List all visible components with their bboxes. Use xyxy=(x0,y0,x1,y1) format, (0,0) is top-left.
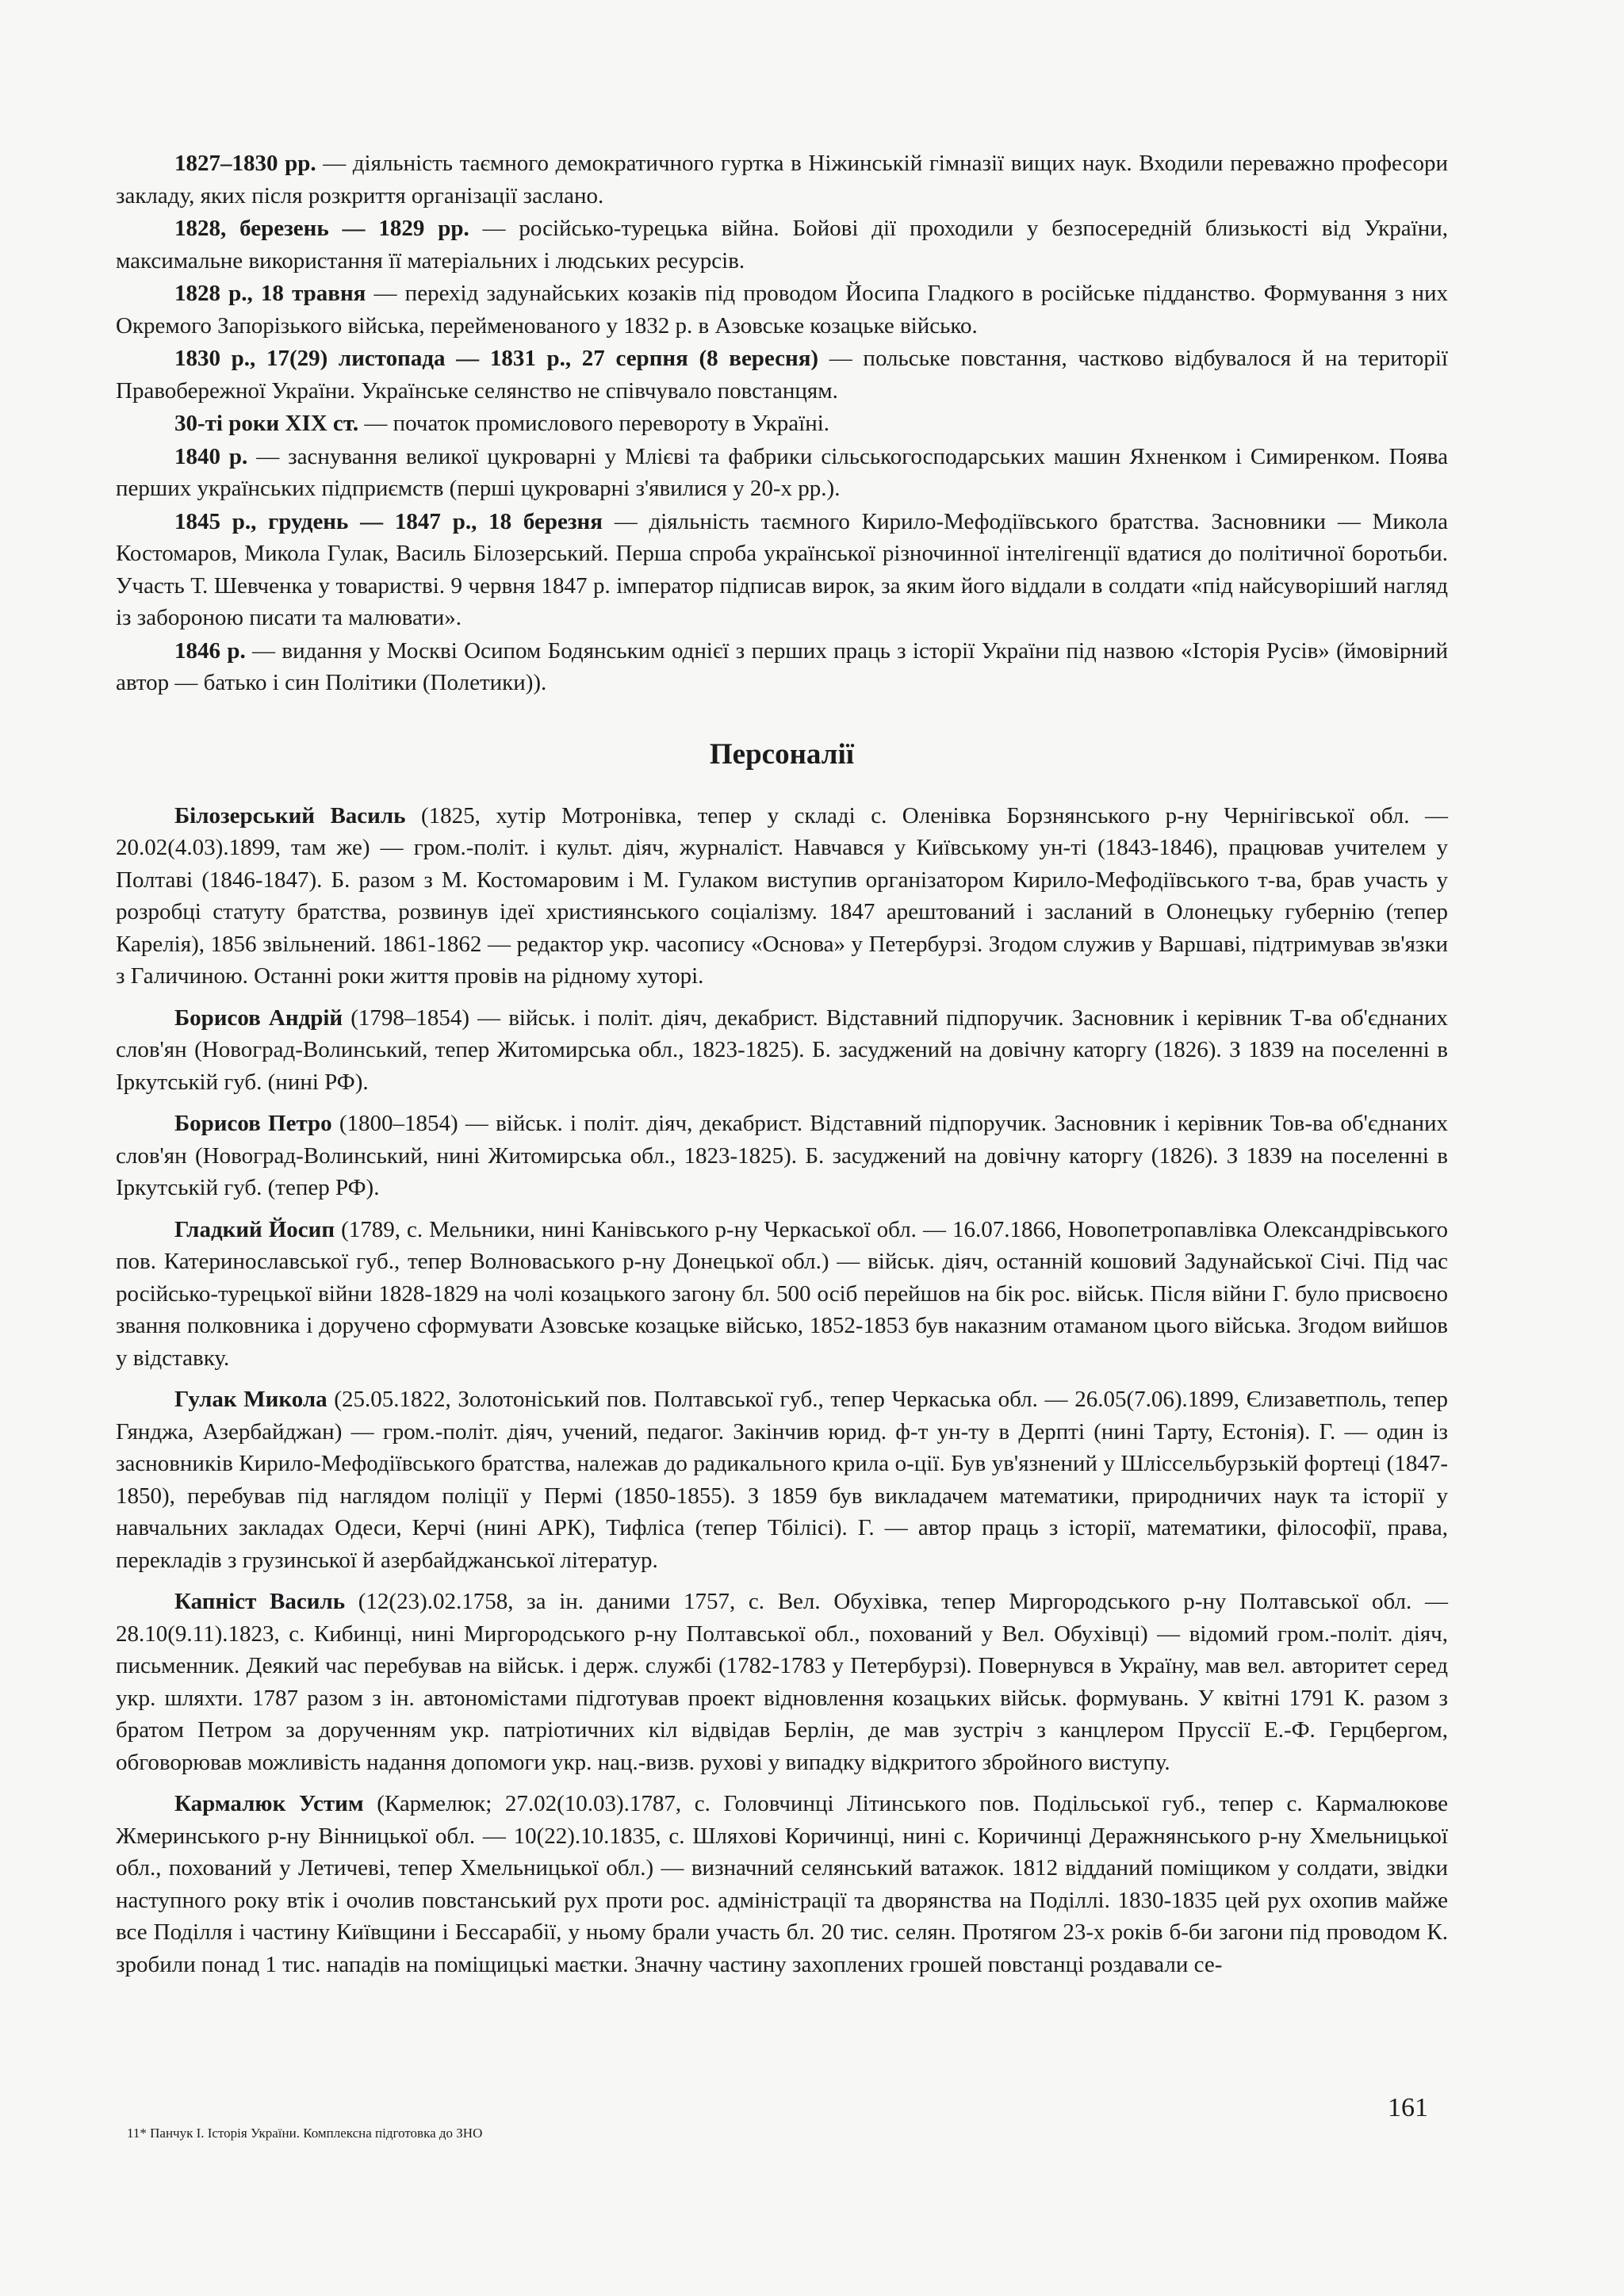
chronology-entry xyxy=(116,212,1448,277)
chronology-entry xyxy=(116,441,1448,505)
chronology-text: — діяльність таємного демократичного гуртка в Ніжинській гімназії вищих наук. Входили переважно професори закладу, яких після розкриття організації заслано. xyxy=(116,151,1448,209)
chronology-text: — перехід задунайських козаків під проводом Йосипа Гладкого в російське підданство. Формування з них Окремого Запорізького війська, перейменованого у 1832 р. в Азовське козацьке військо. xyxy=(116,281,1448,339)
chronology-date: 1830 р., 17(29) листопада — 1831 р., 27 серпня (8 вересня) xyxy=(174,346,819,371)
chronology-date: 30-ті роки XIX ст. xyxy=(174,411,359,436)
person-entry xyxy=(116,1002,1448,1099)
person-bio: (12(23).02.1758, за ін. даними 1757, с. Вел. Обухівка, тепер Миргородського р-ну Полтавської обл. — 28.10(9.11).1823, с. Кибинці, нині Миргородського р-ну Полтавської обл., похований у Вел. Обухівці) — відомий гром.-політ. діяч, письменник. Деякий час перебував на військ. і держ. службі (1782-1783 у Петербурзі). Повернувся в Україну, мав вел. авторитет серед укр. шляхти. 1787 разом з ін. автономістами підготував проект відновлення козацьких військ. формувань. У квітні 1791 К. разом з братом Петром за дорученням укр. патріотичних кіл відвідав Берлін, де мав зустріч з канцлером Пруссії Е.-Ф. Герцбергом, обговорював можливість надання допомоги укр. нац.-визв. рухові у випадку відкритого збройного виступу. xyxy=(116,1589,1448,1775)
chronology-text: — видання у Москві Осипом Бодянським однієї з перших праць з історії України під назвою «Історія Русів» (ймовірний автор — батько і син Політики (Полетики)). xyxy=(116,637,1448,695)
person-name: Борисов Петро xyxy=(174,1111,332,1136)
person-entry xyxy=(116,1788,1448,1980)
person-name: Гулак Микола xyxy=(174,1387,327,1412)
chronology-date: 1828, березень — 1829 рр. xyxy=(174,216,469,241)
person-entry xyxy=(116,1108,1448,1204)
person-bio: (25.05.1822, Золотоніський пов. Полтавської губ., тепер Черкаська обл. — 26.05(7.06).1899, Єлизаветполь, тепер Гянджа, Азербайджан) — гром.-політ. діяч, учений, педагог. Закінчив юрид. ф-т ун-ту в Дерпті (нині Тарту, Естонія). Г. — один із засновників Кирило-Мефодіївського братства, належав до радикального крила о-ції. Був ув'язнений у Шліссельбурзькій фортеці (1847-1850), перебував під наглядом поліції у Пермі (1850-1855). З 1859 був викладачем математики, природничих наук та історії у навчальних закладах Одеси, Керчі (нині АРК), Тифліса (тепер Тбілісі). Г. — автор праць з історії, математики, філософії, права, перекладів з грузинської й азербайджанської літератур. xyxy=(116,1387,1448,1573)
chronology-entry xyxy=(116,635,1448,699)
chronology-text: — початок промислового перевороту в Україні. xyxy=(358,411,830,436)
person-name: Капніст Василь xyxy=(174,1589,346,1614)
chronology-entry xyxy=(116,277,1448,342)
person-entry xyxy=(116,1586,1448,1778)
chronology-text: — польське повстання, частково відбувалося й на території Правобережної України. Українське селянство не співчувало повстанцям. xyxy=(116,346,1448,404)
chronology-date: 1845 р., грудень — 1847 р., 18 березня xyxy=(174,508,603,534)
chronology-date: 1846 р. xyxy=(174,637,246,664)
person-name: Кармалюк Устим xyxy=(174,1791,364,1816)
chronology-date: 1828 р., 18 травня xyxy=(174,281,366,306)
chronology-text: — діяльність таємного Кирило-Мефодіївського братства. Засновники — Микола Костомаров, Микола Гулак, Василь Білозерський. Перша спроба української різночинної інтелігенції вдатися до політичної боротьби. Участь Т. Шевченка у товаристві. 9 червня 1847 р. імператор підписав вирок, за яким його віддали в солдати «під найсуворіший нагляд із забороною писати та малювати». xyxy=(116,508,1448,630)
chronology-entry xyxy=(116,408,1448,440)
persons-section xyxy=(116,800,1448,1981)
person-entry xyxy=(116,1383,1448,1576)
person-name: Борисов Андрій xyxy=(174,1004,343,1031)
page-number: 161 xyxy=(1388,2093,1428,2122)
person-bio: (1789, с. Мельники, нині Канівського р-ну Черкаської обл. — 16.07.1866, Новопетропавлівка Олександрівського пов. Катеринославської губ., тепер Волноваського р-ну Донецької обл.) — військ. діяч, останній кошовий Задунайської Січі. Під час російсько-турецької війни 1828-1829 на чолі козацького загону бл. 500 осіб перейшов на бік рос. військ. Після війни Г. було присвоєно звання полковника і доручено сформувати Азовське козацьке військо, 1852-1853 був наказним отаманом цього війська. Згодом вийшов у відставку. xyxy=(116,1216,1448,1371)
person-entry xyxy=(116,800,1448,993)
person-name: Білозерський Василь xyxy=(174,802,406,828)
section-title: Персоналії xyxy=(709,737,855,771)
person-bio: (Кармелюк; 27.02(10.03).1787, с. Головчинці Літинського пов. Подільської губ., тепер с. Кармалюкове Жмеринського р-ну Вінницької обл. — 10(22).10.1835, с. Шляхові Коричинці, нині с. Коричинці Деражнянського р-ну Хмельницької обл., похований у Летичеві, тепер Хмельницької обл.) — визначний селянський ватажок. 1812 відданий поміщиком у солдати, звідки наступного року втік і очолив повстанський рух проти рос. адміністрації та дворянства на Поділлі. 1830-1835 цей рух охопив майже все Поділля і частину Київщини і Бессарабії, у ньому брали участь бл. 20 тис. селян. Протягом 23-х років б-би загони під проводом К. зробили понад 1 тис. нападів на поміщицькі маєтки. Значну частину захоплених грошей повстанці роздавали се- xyxy=(116,1791,1448,1977)
person-bio: (1825, хутір Мотронівка, тепер у складі с. Оленівка Борзнянського р-ну Чернігівської обл. — 20.02(4.03).1899, там же) — гром.-політ. і культ. діяч, журналіст. Навчався у Київському ун-ті (1843-1846), працював учителем у Полтаві (1846-1847). Б. разом з М. Костомаровим і М. Гулаком виступив організатором Кирило-Мефодіївського т-ва, брав участь у розробці статуту братства, розвинув ідеї християнського соціалізму. 1847 арештований і засланий в Олонецьку губернію (тепер Карелія), 1856 звільнений. 1861-1862 — редактор укр. часопису «Основа» у Петербурзі. Згодом служив у Варшаві, підтримував зв'язки з Галичиною. Останні роки життя провів на рідному хуторі. xyxy=(116,802,1448,989)
person-bio: (1800–1854) — військ. і політ. діяч, декабрист. Відставний підпоручик. Засновник і керівник Тов-ва об'єднаних слов'ян (Новоград-Волинський, нині Житомирська обл., 1823-1825). Б. засуджений на довічну каторгу (1826). З 1839 на поселенні в Іркутській губ. (тепер РФ). xyxy=(116,1111,1448,1200)
chronology-text: — російсько-турецька війна. Бойові дії проходили у безпосередній близькості від України, максимальне використання її матеріальних і людських ресурсів. xyxy=(116,216,1448,274)
person-bio: (1798–1854) — військ. і політ. діяч, декабрист. Відставний підпоручик. Засновник і керівник Т-ва об'єднаних слов'ян (Новоград-Волинський, тепер Житомирська обл., 1823-1825). Б. засуджений на довічну каторгу (1826). З 1839 на поселенні в Іркутській губ. (нині РФ). xyxy=(116,1004,1448,1095)
chronology-section xyxy=(116,147,1448,699)
chronology-entry xyxy=(116,506,1448,634)
person-entry xyxy=(116,1214,1448,1375)
chronology-date: 1827–1830 рр. xyxy=(174,151,316,176)
page-content xyxy=(116,147,1448,1990)
chronology-entry xyxy=(116,342,1448,407)
chronology-entry xyxy=(116,147,1448,212)
footer-note: 11* Панчук І. Історія України. Комплексна підготовка до ЗНО xyxy=(127,2126,483,2141)
person-name: Гладкий Йосип xyxy=(174,1216,335,1242)
chronology-text: — заснування великої цукроварні у Млієві та фабрики сільськогосподарських машин Яхненком і Симиренком. Поява перших українських підприємств (перші цукроварні з'явилися у 20-х рр.). xyxy=(116,443,1448,501)
chronology-date: 1840 р. xyxy=(174,443,248,469)
